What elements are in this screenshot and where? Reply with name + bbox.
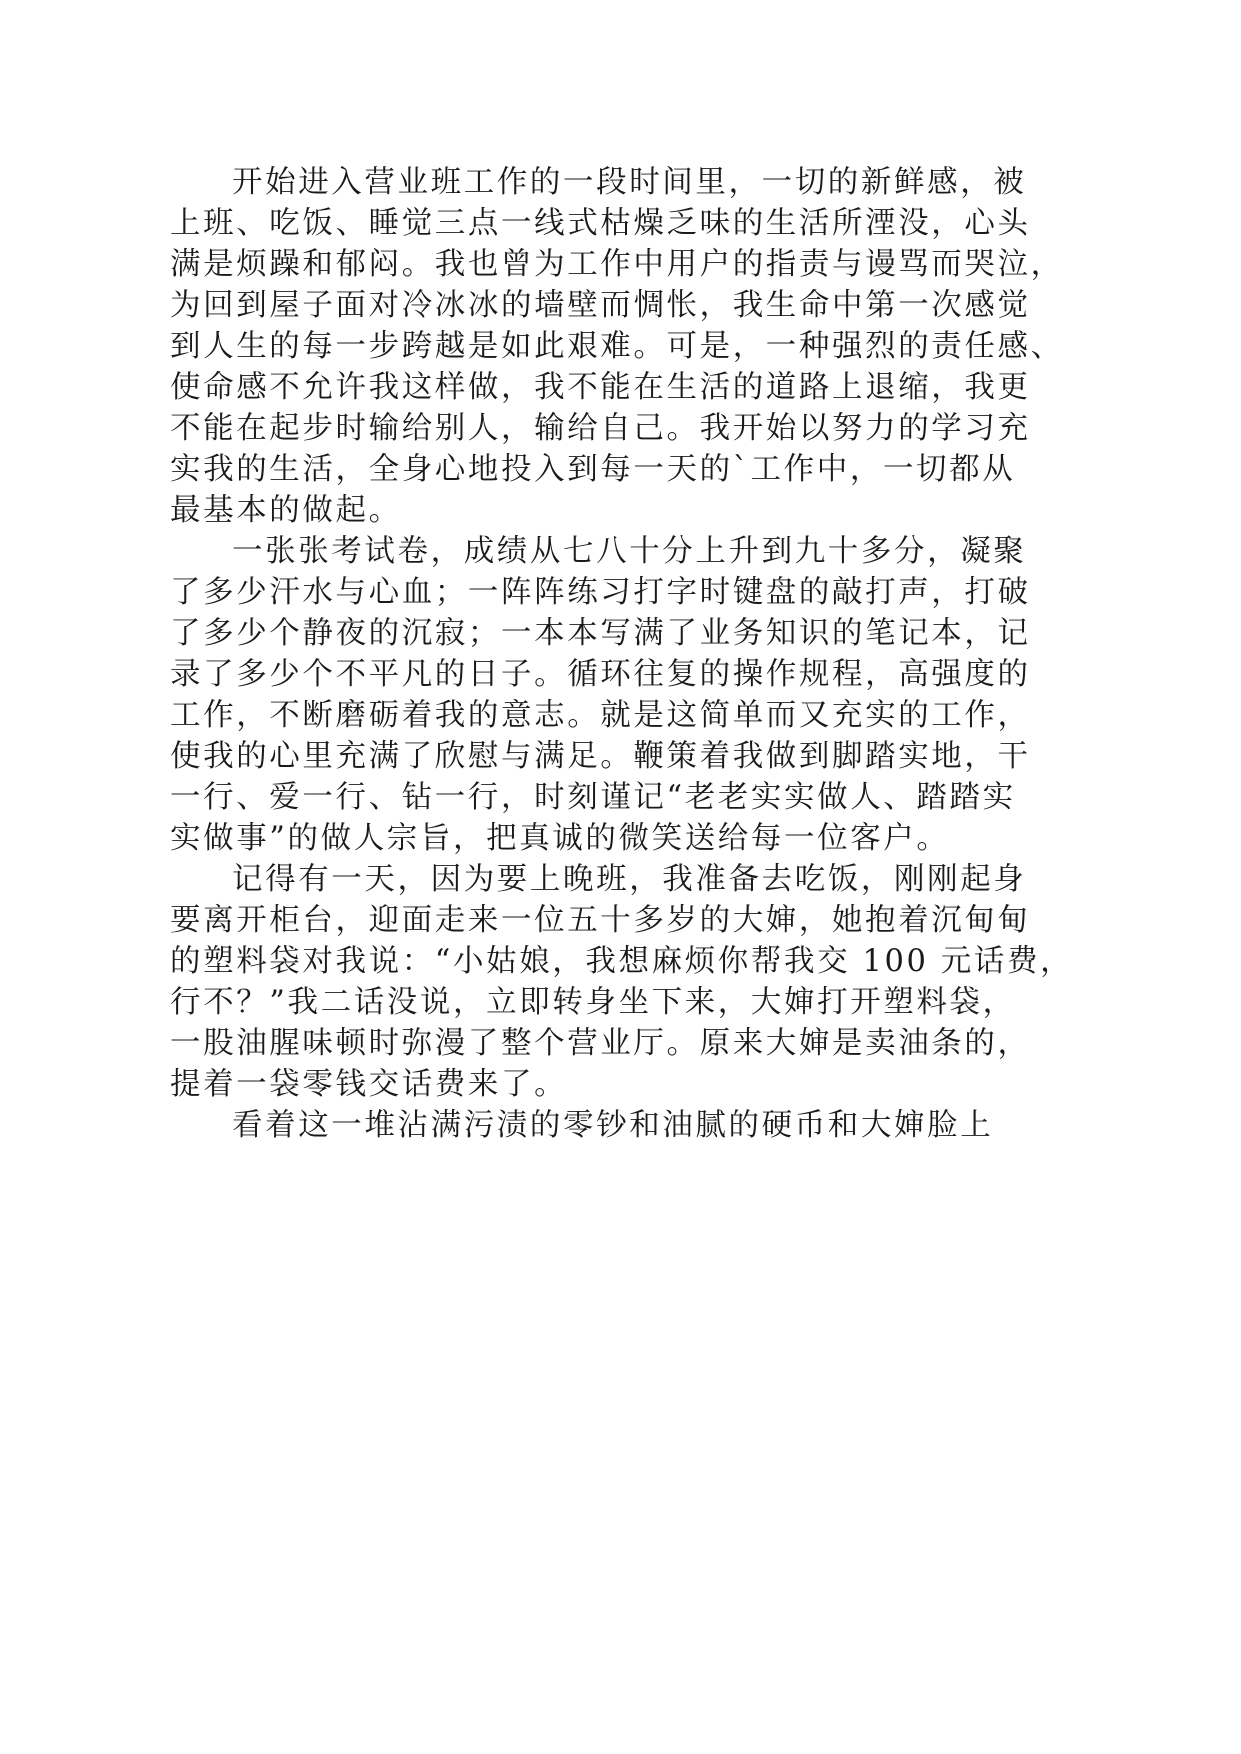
paragraph-2-line-2: 了多少汗水与心血；一阵阵练习打字时键盘的敲打声，打破	[170, 575, 1031, 610]
paragraph-3-line-4: 行不？”我二话没说，立即转身坐下来，大婶打开塑料袋，	[170, 985, 1016, 1020]
paragraph-2-line-4: 录了多少个不平凡的日子。循环往复的操作规程，高强度的	[170, 657, 1031, 692]
paragraph-2-line-6: 使我的心里充满了欣慰与满足。鞭策着我做到脚踏实地，干	[170, 739, 1031, 774]
paragraph-2-line-7: 一行、爱一行、钻一行，时刻谨记“老老实实做人、踏踏实	[170, 780, 1016, 815]
paragraph-1-line-7: 不能在起步时输给别人，输给自己。我开始以努力的学习充	[170, 411, 1031, 446]
paragraph-2-line-3: 了多少个静夜的沉寂；一本本写满了业务知识的笔记本，记	[170, 616, 1031, 651]
paragraph-3-line-1: 记得有一天，因为要上晚班，我准备去吃饭，刚刚起身	[232, 862, 1027, 897]
paragraph-1-line-9: 最基本的做起。	[170, 493, 402, 528]
paragraph-1-line-1: 开始进入营业班工作的一段时间里，一切的新鲜感，被	[232, 165, 1027, 200]
paragraph-3-line-2: 要离开柜台，迎面走来一位五十多岁的大婶，她抱着沉甸甸	[170, 903, 1031, 938]
paragraph-3-line-3: 的塑料袋对我说：“小姑娘，我想麻烦你帮我交 100 元话费，	[170, 944, 1074, 979]
paragraph-1-line-2: 上班、吃饭、睡觉三点一线式枯燥乏味的生活所湮没，心头	[170, 206, 1031, 241]
paragraph-1-line-8: 实我的生活，全身心地投入到每一天的`工作中，一切都从	[170, 452, 1016, 487]
paragraph-4-line-1: 看着这一堆沾满污渍的零钞和油腻的硬币和大婶脸上	[232, 1108, 994, 1143]
paragraph-1-line-3: 满是烦躁和郁闷。我也曾为工作中用户的指责与谩骂而哭泣，	[170, 247, 1064, 282]
paragraph-3-line-5: 一股油腥味顿时弥漫了整个营业厅。原来大婶是卖油条的，	[170, 1026, 1031, 1061]
paragraph-1-line-6: 使命感不允许我这样做，我不能在生活的道路上退缩，我更	[170, 370, 1031, 405]
paragraph-2-line-5: 工作，不断磨砺着我的意志。就是这简单而又充实的工作，	[170, 698, 1031, 733]
paragraph-1-line-5: 到人生的每一步跨越是如此艰难。可是，一种强烈的责任感、	[170, 329, 1064, 364]
paragraph-2-line-8: 实做事”的做人宗旨，把真诚的微笑送给每一位客户。	[170, 821, 950, 856]
paragraph-2-line-1: 一张张考试卷，成绩从七八十分上升到九十多分，凝聚	[232, 534, 1027, 569]
paragraph-1-line-4: 为回到屋子面对冷冰冰的墙壁而惆怅，我生命中第一次感觉	[170, 288, 1031, 323]
paragraph-3-line-6: 提着一袋零钱交话费来了。	[170, 1067, 568, 1102]
